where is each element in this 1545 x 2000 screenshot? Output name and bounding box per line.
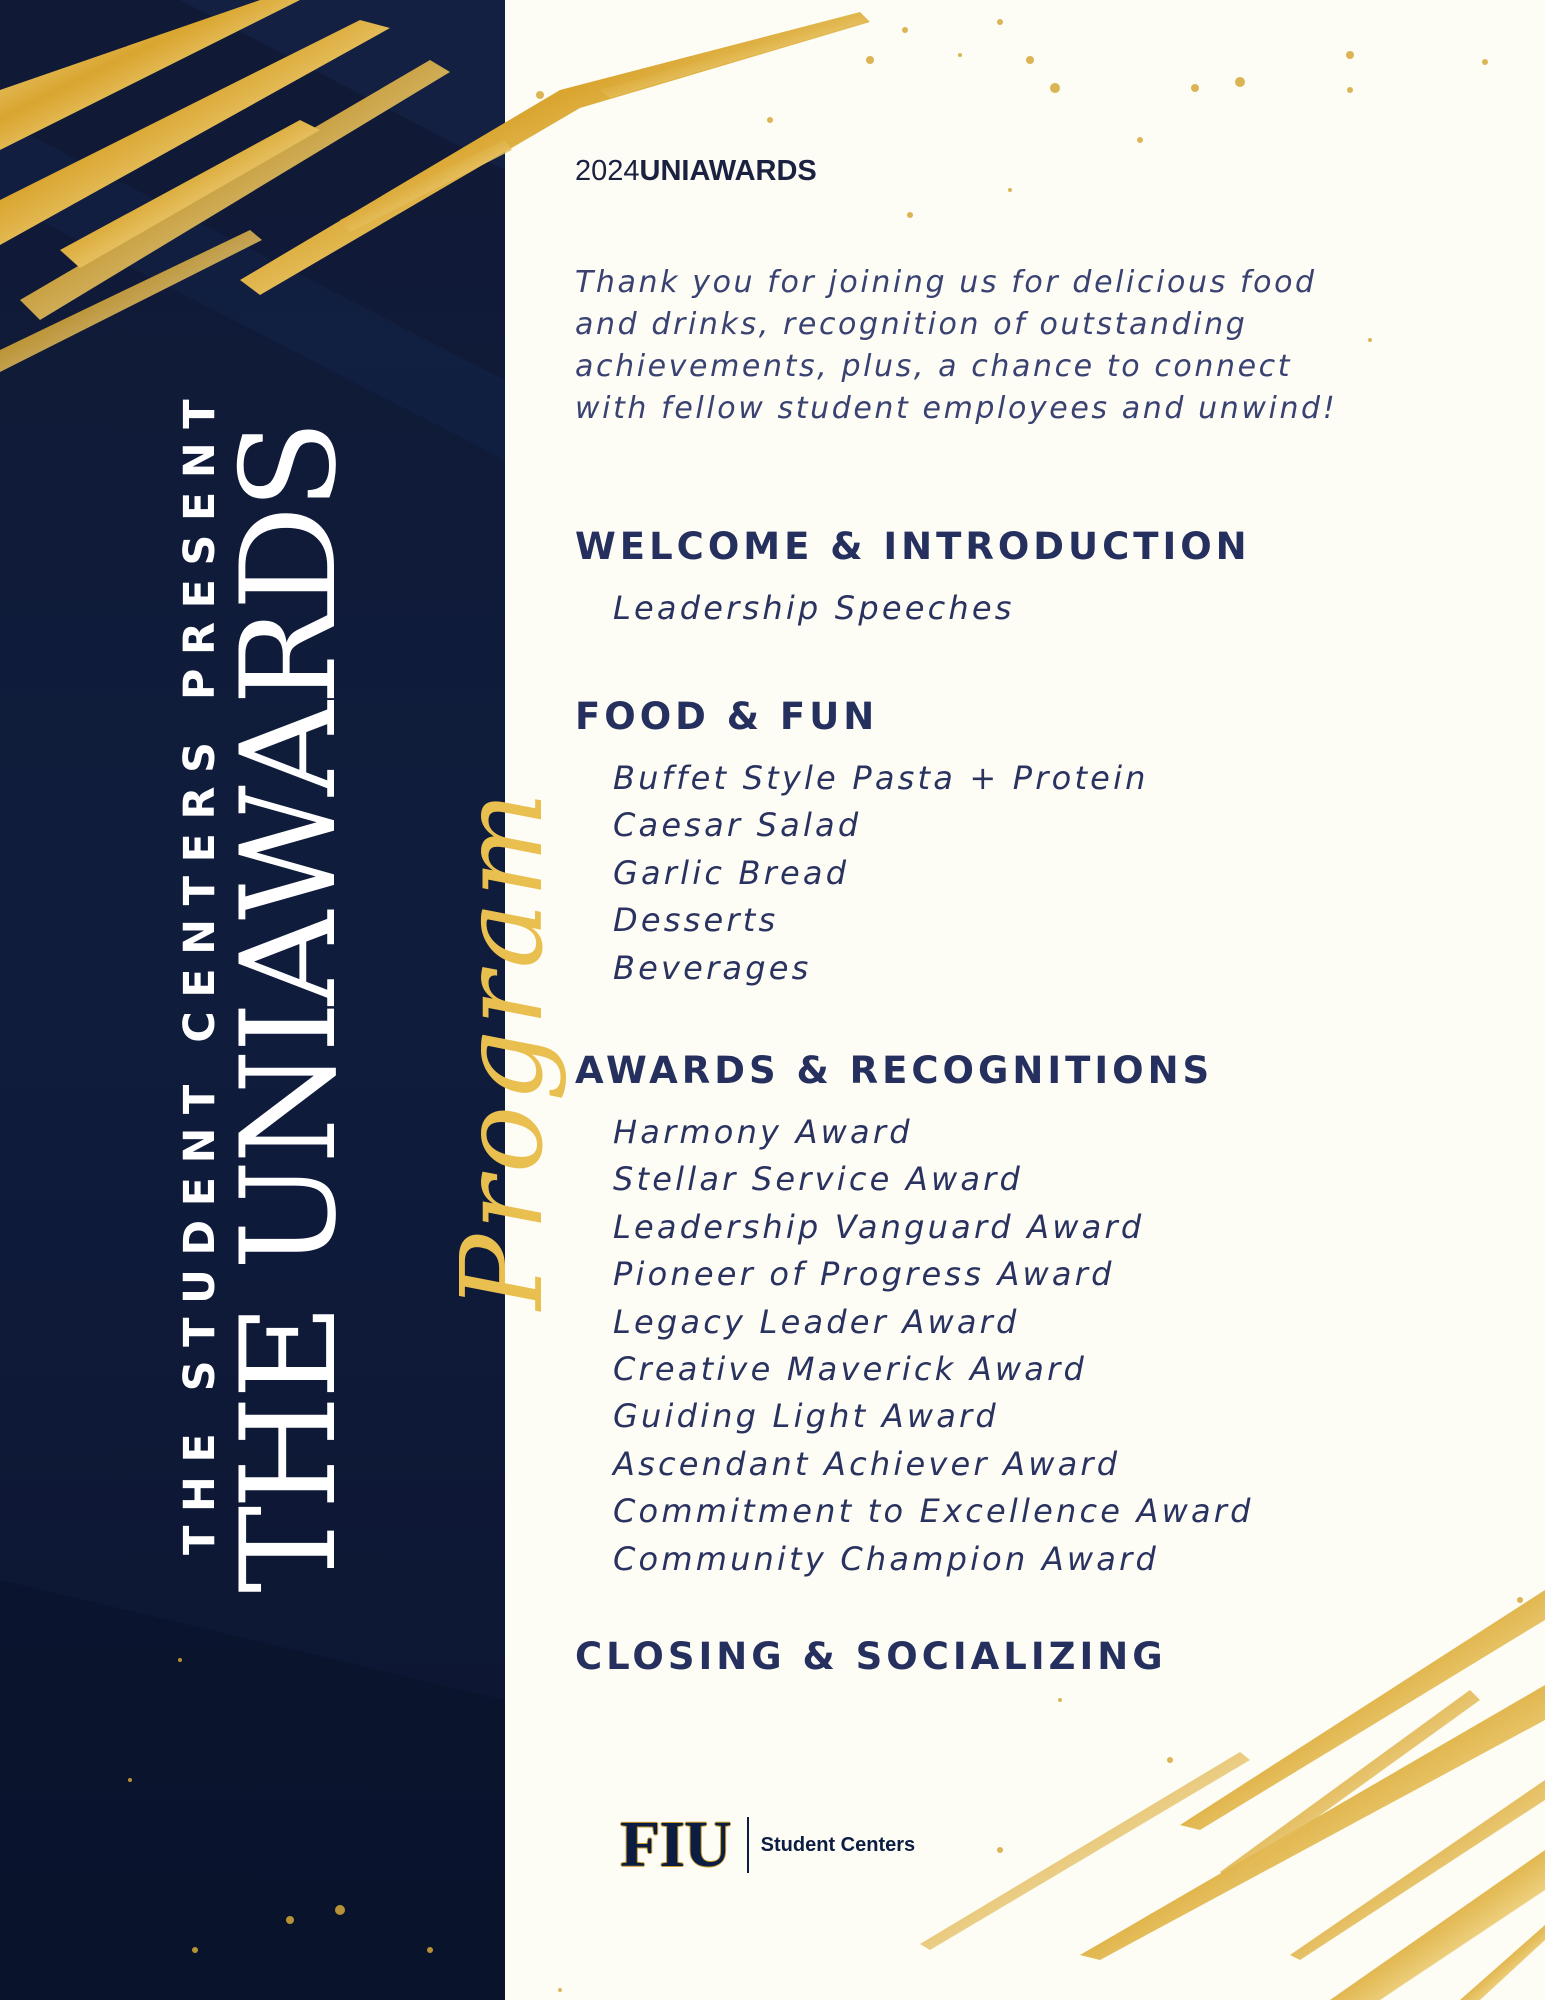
list-item: Guiding Light Award bbox=[613, 1397, 999, 1436]
list-item: Stellar Service Award bbox=[613, 1160, 1024, 1199]
event-name: UNIAWARDS bbox=[639, 155, 817, 187]
fiu-student-centers-logo bbox=[620, 1810, 915, 1880]
section-food bbox=[575, 695, 1149, 992]
section-items bbox=[575, 755, 1149, 992]
list-item: Pioneer of Progress Award bbox=[613, 1255, 1115, 1294]
cover-presenter-text: THE STUDENT CENTERS PRESENT bbox=[175, 385, 225, 1555]
logo-divider bbox=[747, 1817, 749, 1873]
list-item: Legacy Leader Award bbox=[613, 1302, 1020, 1341]
list-item: Desserts bbox=[613, 901, 779, 940]
section-heading: WELCOME & INTRODUCTION bbox=[575, 525, 1251, 568]
section-closing bbox=[575, 1635, 1167, 1678]
section-heading: AWARDS & RECOGNITIONS bbox=[575, 1049, 1214, 1092]
intro-paragraph: Thank you for joining us for delicious food and drinks, recognition of outstanding achievements, plus, a chance to connect with fellow student employees and unwind! bbox=[575, 265, 1338, 426]
list-item: Beverages bbox=[613, 948, 812, 987]
list-item: Leadership Speeches bbox=[613, 589, 1015, 627]
cover-panel bbox=[0, 0, 568, 2000]
list-item: Commitment to Excellence Award bbox=[613, 1492, 1254, 1531]
list-item: Leadership Vanguard Award bbox=[613, 1207, 1145, 1246]
event-tag bbox=[575, 155, 817, 188]
list-item: Creative Maverick Award bbox=[613, 1350, 1087, 1389]
section-items bbox=[575, 585, 1251, 632]
list-item: Buffet Style Pasta + Protein bbox=[613, 759, 1149, 797]
fiu-logo-mark: FIU bbox=[620, 1808, 731, 1881]
event-year: 2024 bbox=[575, 155, 640, 187]
cover-script-title: Program bbox=[438, 787, 568, 1310]
section-welcome bbox=[575, 525, 1251, 632]
list-item: Harmony Award bbox=[613, 1113, 913, 1151]
logo-text: Student Centers bbox=[760, 1833, 916, 1856]
cover-title: THE UNIAWARDS bbox=[212, 423, 365, 1593]
list-item: Garlic Bread bbox=[613, 853, 850, 892]
section-awards bbox=[575, 1049, 1254, 1583]
section-heading: CLOSING & SOCIALIZING bbox=[575, 1635, 1167, 1678]
section-items bbox=[575, 1109, 1254, 1583]
list-item: Ascendant Achiever Award bbox=[613, 1444, 1121, 1483]
list-item: Caesar Salad bbox=[613, 806, 862, 845]
section-heading: FOOD & FUN bbox=[575, 695, 879, 738]
list-item: Community Champion Award bbox=[613, 1539, 1159, 1578]
